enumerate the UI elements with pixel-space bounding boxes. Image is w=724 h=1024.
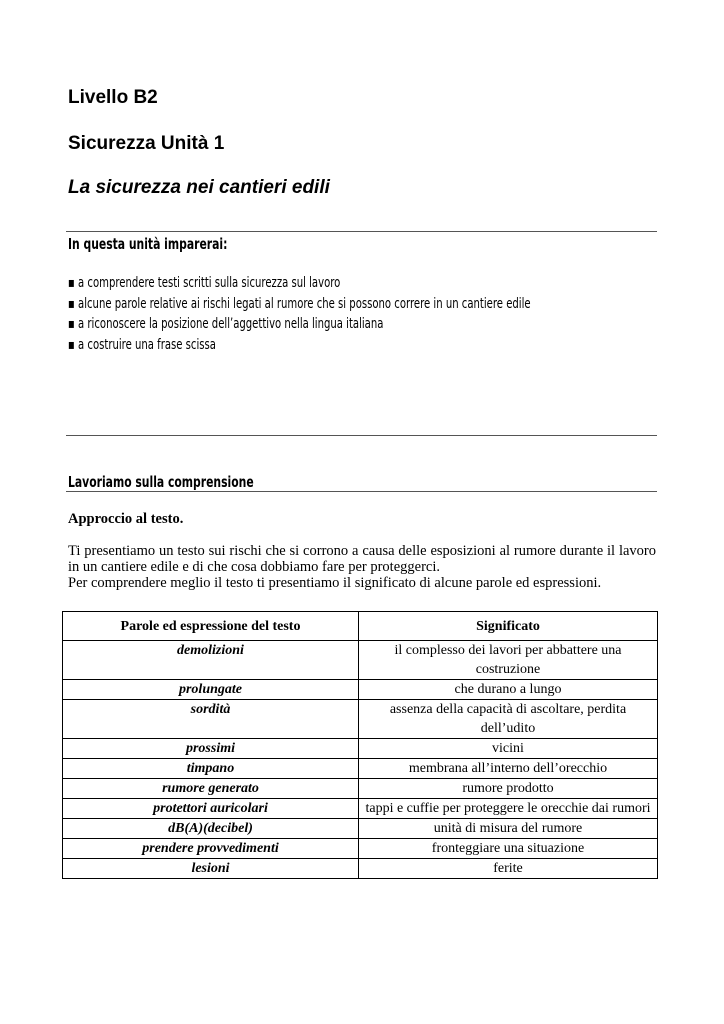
objective-item: ▪ alcune parole relative ai rischi legati al rumore che si possono correre in un cantiere edile <box>68 296 531 312</box>
objectives-heading: In questa unità imparerai: <box>68 235 228 253</box>
lesson-title: La sicurezza nei cantieri edili <box>68 177 330 198</box>
glossary-table <box>62 611 658 879</box>
meaning-cell: tappi e cuffie per proteggere le orecchie dai rumori <box>359 799 658 819</box>
table-row <box>63 839 658 859</box>
term-cell: demolizioni <box>63 641 359 680</box>
meaning-cell: ferite <box>359 859 658 879</box>
term-cell: timpano <box>63 759 359 779</box>
table-row <box>63 700 658 739</box>
term-cell: prolungate <box>63 680 359 700</box>
meaning-cell: vicini <box>359 739 658 759</box>
term-cell: prendere provvedimenti <box>63 839 359 859</box>
table-row <box>63 779 658 799</box>
term-cell: sordità <box>63 700 359 739</box>
meaning-cell: che durano a lungo <box>359 680 658 700</box>
divider <box>66 491 657 492</box>
table-row <box>63 739 658 759</box>
table-row <box>63 759 658 779</box>
term-cell: rumore generato <box>63 779 359 799</box>
term-cell: dB(A)(decibel) <box>63 819 359 839</box>
unit-title: Sicurezza Unità 1 <box>68 133 225 154</box>
meaning-cell: assenza della capacità di ascoltare, perdita dell’udito <box>359 700 658 739</box>
level-title: Livello B2 <box>68 87 158 108</box>
objective-item: ▪ a costruire una frase scissa <box>68 337 216 353</box>
term-cell: protettori auricolari <box>63 799 359 819</box>
meaning-cell: fronteggiare una situazione <box>359 839 658 859</box>
intro-paragraph: Ti presentiamo un testo sui rischi che si corrono a causa delle esposizioni al rumore durante il lavoro in un cantiere edile e di che cosa dobbiamo fare per proteggerci. <box>68 543 656 575</box>
objective-item: ▪ a comprendere testi scritti sulla sicurezza sul lavoro <box>68 275 341 291</box>
table-row <box>63 680 658 700</box>
term-cell: prossimi <box>63 739 359 759</box>
approach-label: Approccio al testo. <box>68 511 184 527</box>
term-cell: lesioni <box>63 859 359 879</box>
objective-item: ▪ a riconoscere la posizione dell’aggettivo nella lingua italiana <box>68 316 384 332</box>
table-header-row <box>63 612 658 641</box>
divider <box>66 231 657 232</box>
comprehension-heading: Lavoriamo sulla comprensione <box>68 473 254 491</box>
meaning-cell: il complesso dei lavori per abbattere una costruzione <box>359 641 658 680</box>
divider <box>66 435 657 436</box>
table-row <box>63 819 658 839</box>
table-row <box>63 799 658 819</box>
column-header-meaning: Significato <box>359 612 658 641</box>
intro-paragraph-2: Per comprendere meglio il testo ti presentiamo il significato di alcune parole ed espressioni. <box>68 575 602 591</box>
meaning-cell: membrana all’interno dell’orecchio <box>359 759 658 779</box>
column-header-term: Parole ed espressione del testo <box>63 612 359 641</box>
table-row <box>63 641 658 680</box>
meaning-cell: rumore prodotto <box>359 779 658 799</box>
table-row <box>63 859 658 879</box>
meaning-cell: unità di misura del rumore <box>359 819 658 839</box>
